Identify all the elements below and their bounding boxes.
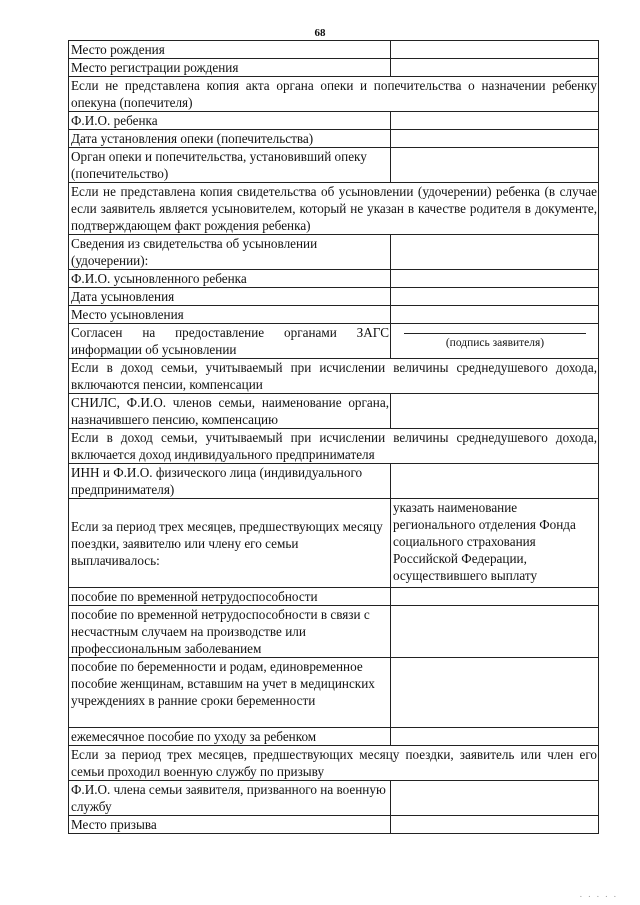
table-row bbox=[69, 77, 599, 112]
maternity-label: пособие по беременности и родам, единовременное пособие женщинам, вставшим на учет в медицинских учреждениях в ранние сроки беременности bbox=[69, 658, 391, 728]
adopted-child-name-field[interactable] bbox=[391, 270, 599, 288]
table-row bbox=[69, 359, 599, 394]
conscription-place-label: Место призыва bbox=[69, 816, 391, 834]
guardianship-authority-label: Орган опеки и попечительства, установивший опеку (попечительство) bbox=[69, 148, 391, 183]
accident-disability-field[interactable] bbox=[391, 606, 599, 658]
adoption-section-heading: Если не представлена копия свидетельства об усыновлении (удочерении) ребенка (в случае если заявитель является усыновителем, который не указан в качестве родителя в документе, подтверждающем факт рождения ребенка) bbox=[69, 183, 599, 235]
adopted-child-name-label: Ф.И.О. усыновленного ребенка bbox=[69, 270, 391, 288]
snils-field[interactable] bbox=[391, 394, 599, 429]
signature-caption: (подпись заявителя) bbox=[445, 337, 545, 349]
maternity-field[interactable] bbox=[391, 658, 599, 728]
page-number: 68 bbox=[314, 27, 326, 39]
table-row bbox=[69, 781, 599, 816]
table-row bbox=[69, 112, 599, 130]
inn-field[interactable] bbox=[391, 464, 599, 499]
adoption-place-label: Место усыновления bbox=[69, 306, 391, 324]
table-row bbox=[69, 41, 599, 59]
guardianship-authority-field[interactable] bbox=[391, 148, 599, 183]
temp-disability-label: пособие по временной нетрудоспособности bbox=[69, 588, 391, 606]
application-form-table bbox=[68, 40, 599, 834]
child-name-label: Ф.И.О. ребенка bbox=[69, 112, 391, 130]
table-row bbox=[69, 270, 599, 288]
signature-cell[interactable] bbox=[391, 324, 599, 359]
pensions-section-heading: Если в доход семьи, учитываемый при исчислении величины среднедушевого дохода, включаются пенсии, компенсации bbox=[69, 359, 599, 394]
table-row bbox=[69, 429, 599, 464]
snils-label: СНИЛС, Ф.И.О. членов семьи, наименование органа, назначившего пенсию, компенсацию bbox=[69, 394, 391, 429]
table-row bbox=[69, 235, 599, 270]
birth-registration-place-label: Место регистрации рождения bbox=[69, 59, 391, 77]
birth-place-label: Место рождения bbox=[69, 41, 391, 59]
entrepreneur-section-heading: Если в доход семьи, учитываемый при исчислении величины среднедушевого дохода, включается доход индивидуального предпринимателя bbox=[69, 429, 599, 464]
table-row bbox=[69, 464, 599, 499]
table-row bbox=[69, 306, 599, 324]
table-row bbox=[69, 59, 599, 77]
conscription-place-field[interactable] bbox=[391, 816, 599, 834]
table-row bbox=[69, 746, 599, 781]
scan-corner-mark: . . . . . bbox=[579, 889, 618, 899]
accident-disability-label: пособие по временной нетрудоспособности в связи с несчастным случаем на производстве или профессиональным заболеванием bbox=[69, 606, 391, 658]
adoption-place-field[interactable] bbox=[391, 306, 599, 324]
birth-place-field[interactable] bbox=[391, 41, 599, 59]
table-row bbox=[69, 816, 599, 834]
benefits-instruction: указать наименование регионального отделения Фонда социального страхования Российской Федерации, осуществившего выплату bbox=[391, 499, 599, 588]
table-row bbox=[69, 183, 599, 235]
guardianship-date-label: Дата установления опеки (попечительства) bbox=[69, 130, 391, 148]
conscript-name-label: Ф.И.О. члена семьи заявителя, призванного на военную службу bbox=[69, 781, 391, 816]
guardianship-section-heading: Если не представлена копия акта органа опеки и попечительства о назначении ребенку опекуна (попечителя) bbox=[69, 77, 599, 112]
table-row bbox=[69, 130, 599, 148]
table-row bbox=[69, 728, 599, 746]
consent-label: Согласен на предоставление органами ЗАГС информации об усыновлении bbox=[69, 324, 391, 359]
childcare-monthly-label: ежемесячное пособие по уходу за ребенком bbox=[69, 728, 391, 746]
adoption-date-field[interactable] bbox=[391, 288, 599, 306]
guardianship-date-field[interactable] bbox=[391, 130, 599, 148]
signature-line[interactable] bbox=[404, 326, 586, 334]
child-name-field[interactable] bbox=[391, 112, 599, 130]
adoption-certificate-info-label: Сведения из свидетельства об усыновлении (удочерении): bbox=[69, 235, 391, 270]
table-row bbox=[69, 148, 599, 183]
benefits-question: Если за период трех месяцев, предшествующих месяцу поездки, заявителю или члену его семьи выплачивалось: bbox=[69, 499, 391, 588]
conscript-name-field[interactable] bbox=[391, 781, 599, 816]
military-section-heading: Если за период трех месяцев, предшествующих месяцу поездки, заявитель или член его семьи проходил военную службу по призыву bbox=[69, 746, 599, 781]
birth-registration-place-field[interactable] bbox=[391, 59, 599, 77]
table-row bbox=[69, 499, 599, 588]
table-row bbox=[69, 288, 599, 306]
adoption-certificate-info-field[interactable] bbox=[391, 235, 599, 270]
childcare-monthly-field[interactable] bbox=[391, 728, 599, 746]
adoption-date-label: Дата усыновления bbox=[69, 288, 391, 306]
table-row bbox=[69, 394, 599, 429]
inn-label: ИНН и Ф.И.О. физического лица (индивидуального предпринимателя) bbox=[69, 464, 391, 499]
table-row bbox=[69, 606, 599, 658]
table-row bbox=[69, 658, 599, 728]
table-row bbox=[69, 324, 599, 359]
table-row bbox=[69, 588, 599, 606]
temp-disability-field[interactable] bbox=[391, 588, 599, 606]
